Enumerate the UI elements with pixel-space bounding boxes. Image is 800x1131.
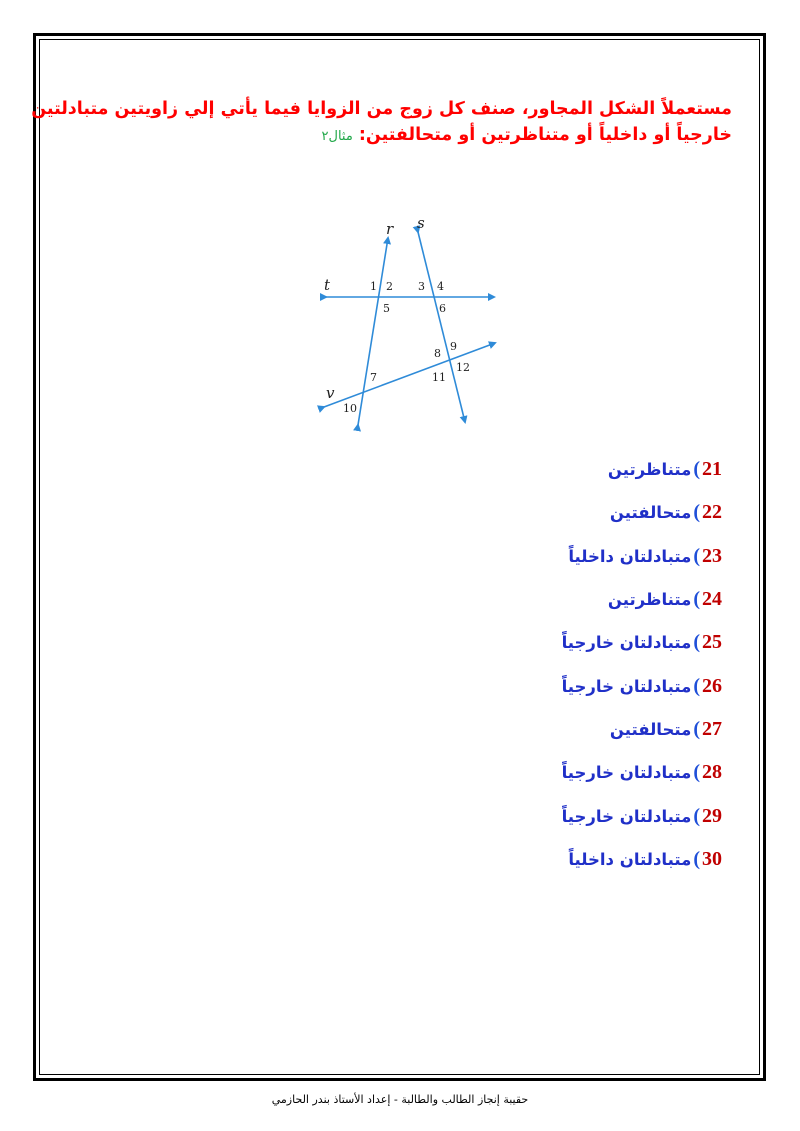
angle-8: 8 [434, 347, 441, 360]
instruction-line-1: مستعملاً الشكل المجاور، صنف كل زوج من الزوايا فيما يأتي إلي زاويتين متبادلتين [31, 99, 732, 119]
angle-7: 7 [370, 371, 377, 384]
label-t: t [324, 276, 331, 294]
angle-4: 4 [437, 280, 444, 293]
label-s: s [417, 214, 425, 232]
angle-3: 3 [418, 280, 425, 293]
answer-paren: ) [693, 588, 700, 611]
example-reference: مثال٢ [321, 129, 353, 144]
answer-text: متناظرتين [607, 460, 692, 480]
answer-number: 21 [702, 458, 722, 481]
answer-number: 30 [702, 847, 722, 870]
instruction-line-2 [70, 122, 732, 150]
answer-paren: ) [693, 847, 700, 870]
angle-6: 6 [439, 302, 446, 315]
answer-item [440, 535, 722, 578]
answer-number: 28 [702, 761, 722, 784]
answer-text: متناظرتين [607, 590, 692, 610]
answer-text: متحالفتين [609, 503, 692, 523]
line-r [358, 238, 388, 425]
instruction-line-2-text: خارجياً أو داخلياً أو متناظرتين أو متحالفتين: [358, 125, 732, 145]
answer-number: 27 [702, 717, 722, 740]
answer-item [440, 664, 722, 707]
answer-text: متبادلتان خارجياً [561, 676, 692, 696]
answer-paren: ) [693, 544, 700, 567]
angle-5: 5 [383, 302, 390, 315]
answer-paren: ) [693, 761, 700, 784]
answer-text: متبادلتان داخلياً [568, 849, 692, 869]
line-s [418, 232, 465, 422]
answer-text: متبادلتان داخلياً [568, 546, 692, 566]
answer-number: 24 [702, 588, 722, 611]
answer-paren: ) [693, 631, 700, 654]
answer-item [440, 491, 722, 534]
answer-item [440, 751, 722, 794]
instructions [31, 96, 732, 150]
angle-9: 9 [450, 340, 457, 353]
angle-12: 12 [456, 361, 470, 374]
answer-paren: ) [693, 674, 700, 697]
answer-paren: ) [693, 458, 700, 481]
answer-number: 29 [702, 804, 722, 827]
page-footer: حقيبة إنجاز الطالب والطالبة - إعداد الأستاذ بندر الحازمي [271, 1093, 529, 1106]
line-v [324, 343, 495, 407]
lines-diagram [310, 212, 510, 432]
angle-1: 1 [370, 280, 377, 293]
angle-11: 11 [432, 371, 446, 384]
label-v: v [326, 384, 335, 402]
angle-2: 2 [386, 280, 393, 293]
answer-text: متبادلتان خارجياً [561, 806, 692, 826]
answer-item [440, 838, 722, 881]
answer-number: 25 [702, 631, 722, 654]
answer-paren: ) [693, 804, 700, 827]
answer-paren: ) [693, 717, 700, 740]
answer-item [440, 621, 722, 664]
answer-number: 22 [702, 501, 722, 524]
label-r: r [386, 220, 394, 238]
answer-item [440, 448, 722, 491]
answer-text: متبادلتان خارجياً [561, 763, 692, 783]
answer-paren: ) [693, 501, 700, 524]
answer-item [440, 794, 722, 837]
answer-item [440, 578, 722, 621]
geometry-figure [310, 212, 510, 432]
answer-item [440, 708, 722, 751]
answer-number: 23 [702, 544, 722, 567]
answer-text: متحالفتين [609, 719, 692, 739]
answer-number: 26 [702, 674, 722, 697]
answers-list [440, 448, 722, 881]
answer-text: متبادلتان خارجياً [561, 633, 692, 653]
angle-10: 10 [343, 402, 357, 415]
